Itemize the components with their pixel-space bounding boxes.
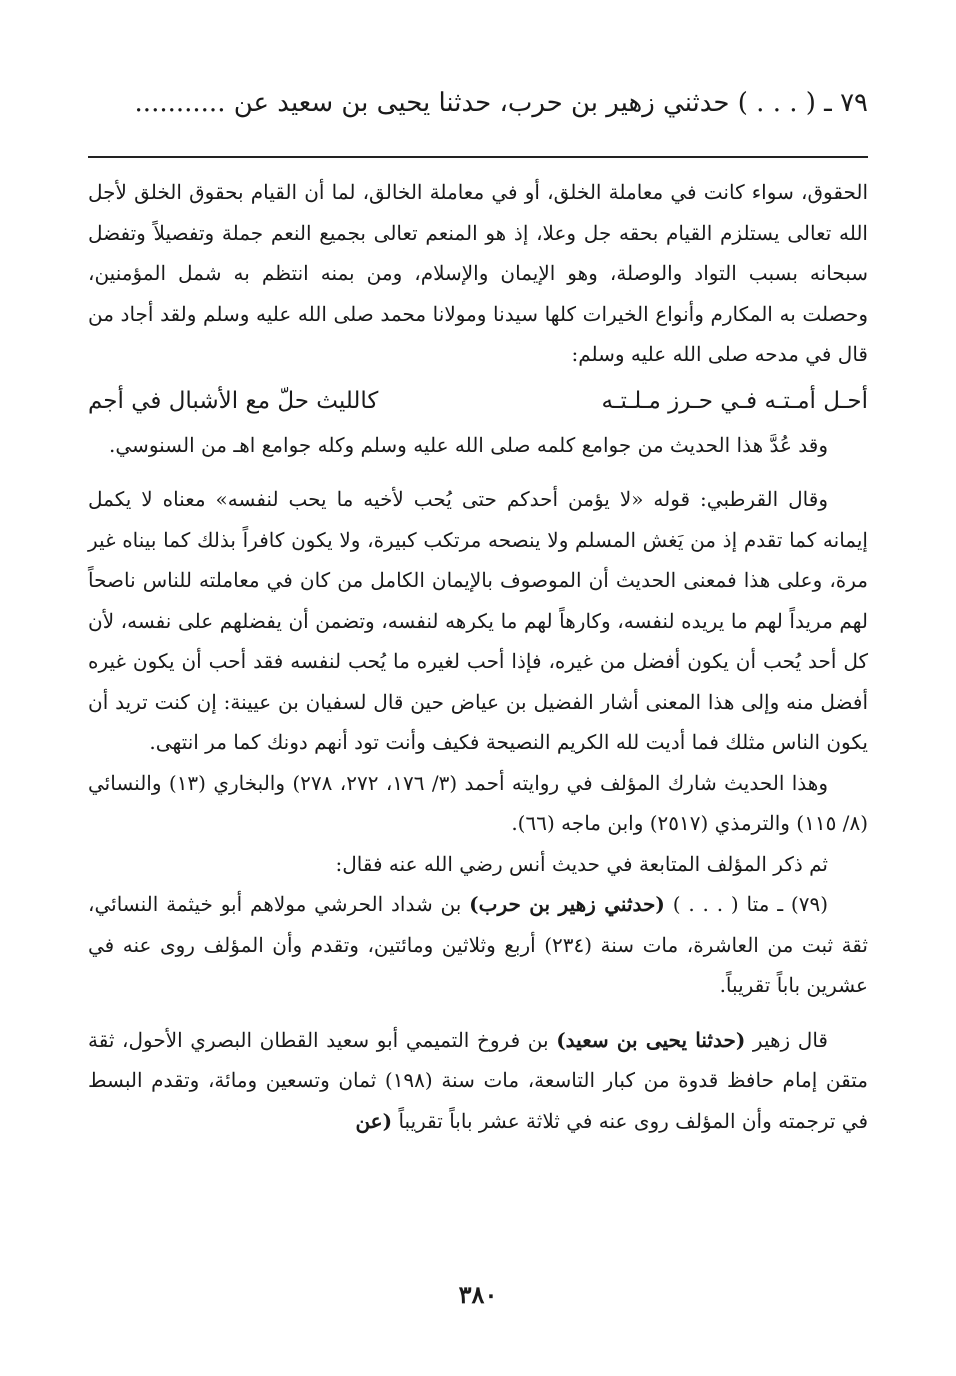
poetry-verse	[88, 375, 868, 425]
paragraph-yahya	[88, 1020, 868, 1142]
zuhair-biography: بن شداد الحرشي مولاهم أبو خيثمة النسائي، ثقة ثبت من العاشرة، مات سنة (٢٣٤) أربع وثلاثين ومائتين، وتقدم وأن المؤلف روى عنه في عشرين باباً تقريباً.	[88, 892, 868, 997]
yahya-intro: قال زهير	[752, 1027, 828, 1052]
page-number: ٣٨٠	[458, 1280, 498, 1309]
commentary-body	[88, 172, 868, 1141]
hadith-header: ٧٩ ـ ( . . . ) حدثني زهير بن حرب، حدثنا يحيى بن سعيد عن ...........	[134, 88, 868, 118]
paragraph-rights: الحقوق، سواء كانت في معاملة الخلق، أو في معاملة الخالق، لما أن القيام بحقوق الخلق لأجل الله تعالى يستلزم القيام بحقه جل وعلا، إذ هو المنعم تعالى بجميع النعم جملة وتفصيلاً وتفضل سبحانه بسبب التواد والوصلة، وهو الإيمان والإسلام، ومن بمنه انتظم به شمل المؤمنين، وحصلت به المكارم وأنواع الخيرات كلها سيدنا ومولانا محمد صلى الله عليه وسلم ولقد أجاد من قال في مدحه صلى الله عليه وسلم:	[88, 180, 868, 366]
narrator-yahya: (حدثنا يحيى بن سعيد)	[556, 1027, 746, 1052]
paragraph-sharing: وهذا الحديث شارك المؤلف في روايته أحمد (٣/ ١٧٦، ٢٧٢، ٢٧٨) والبخاري (١٣) والنسائي (٨/ ١١٥) والترمذي (٢٥١٧) وابن ماجه (٦٦).	[88, 770, 868, 835]
hadith-number: (٧٩) ـ متا ( . . . )	[672, 892, 828, 916]
paragraph-qurtubi: وقال القرطبي: قوله «لا يؤمن أحدكم حتى يُحب لأخيه ما يحب لنفسه» معناه لا يكمل إيمانه كما تقدم إذ من يَغش المسلم ولا ينصحه مرتكب كبيرة، ولا يكون كافراً بذلك كما بيناه غير مرة، وعلى هذا فمعنى الحديث أن الموصوف بالإيمان الكامل من كان في معاملته للناس ناصحاً لهم مريداً لهم ما يريده لنفسه، وكارهاً لهم ما يكرهه لنفسه، وتضمن أن يفضلهم على نفسه، لأن كل أحد يُحب أن يكون أفضل من غيره، فإذا أحب لغيره ما يُحب لنفسه فقد أحب أن يكون غيره أفضل منه وإلى هذا المعنى أشار الفضيل بن عياض حين قال لسفيان بن عيينة: إن كنت تريد أن يكون الناس مثلك فما أديت لله الكريم النصيحة فكيف وأنت تود أنهم دونك كما مر انتهى.	[88, 487, 868, 754]
paragraph-mutabaa: ثم ذكر المؤلف المتابعة في حديث أنس رضي الله عنه فقال:	[335, 851, 828, 876]
paragraph-senusi: وقد عُدَّ هذا الحديث من جوامع كلمه صلى الله عليه وسلم وكله جوامع اهـ من السنوسي.	[109, 432, 828, 457]
yahya-biography: بن فروخ التميمي أبو سعيد القطان البصري الأحول، ثقة متقن إمام حافظ قدوة من كبار التاسعة، مات سنة (١٩٨) ثمان وتسعين ومائة، وتقدم البسط في ترجمته وأن المؤلف روى عنه في ثلاثة عشر باباً تقريباً	[88, 1027, 869, 1133]
verse-first-hemistich: أحـل أمـتـه فـي حـرز مـلـتـه	[601, 387, 868, 414]
verse-second-hemistich: كالليث حلّ مع الأشبال في أجم	[88, 387, 379, 414]
paragraph-zuhair	[88, 884, 868, 1006]
continuation-an: (عن	[355, 1108, 393, 1133]
narrator-zuhair: (حدثني زهير بن حرب)	[469, 892, 665, 916]
header-divider	[88, 156, 868, 158]
